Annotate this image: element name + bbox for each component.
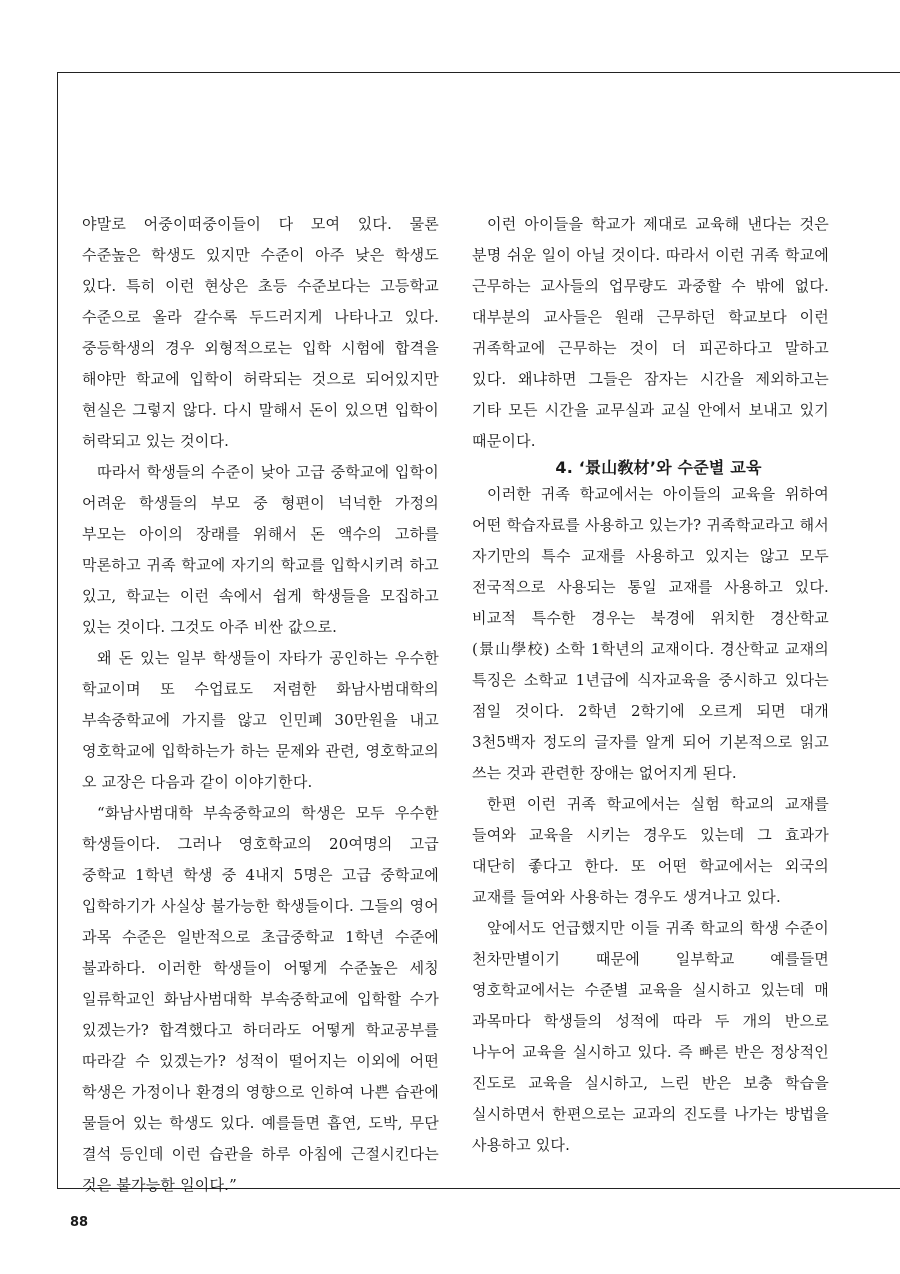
- page-number: 88: [70, 1215, 89, 1230]
- quote-paragraph: “화남사범대학 부속중학교의 학생은 모두 우수한 학생들이다. 그러나 영호학교의 20여명의 고급 중학교 1학년 학생 중 4내지 5명은 고급 중학교에 입학하기가 사실상 불가능한 학생들이다. 그들의 영어 과목 수준은 일반적으로 초급중학교 1학년 수준에 불과하다. 이러한 학생들이 어떻게 수준높은 세칭 일류학교인 화남사범대학 부속중학교에 입학할 수가 있겠는가? 합격했다고 하더라도 어떻게 학교공부를 따라갈 수 있겠는가? 성적이 떨어지는 이외에 어떤 학생은 가정이나 환경의 영향으로 인하여 나쁜 습관에 물들어 있는 학생도 있다. 예를들면 흡연, 도박, 무단 결석 등인데 이런 습관을 하루 아침에 근절시킨다는 것은 불가능한 일이다.”: [82, 804, 439, 1194]
- top-rule: [57, 72, 900, 73]
- right-column: [472, 209, 829, 1161]
- section-heading: 4. ‘景山敎材’와 수준별 교육: [555, 458, 762, 477]
- paragraph: 따라서 학생들의 수준이 낮아 고급 중학교에 입학이 어려운 학생들의 부모 중 형편이 넉넉한 가정의 부모는 아이의 장래를 위해서 돈 액수의 고하를 막론하고 귀족 학교에 자기의 학교를 입학시키려 하고 있고, 학교는 이런 속에서 쉽게 학생들을 모집하고 있는 것이다. 그것도 아주 비싼 값으로.: [82, 463, 439, 636]
- left-column: [82, 209, 439, 1201]
- paragraph: 왜 돈 있는 일부 학생들이 자타가 공인하는 우수한 학교이며 또 수업료도 저렴한 화남사범대학의 부속중학교에 가지를 않고 인민폐 30만원을 내고 영호학교에 입학하는가 하는 문제와 관련, 영호학교의 오 교장은 다음과 같이 이야기한다.: [82, 649, 439, 791]
- paragraph: 이러한 귀족 학교에서는 아이들의 교육을 위하여 어떤 학습자료를 사용하고 있는가? 귀족학교라고 해서 자기만의 특수 교재를 사용하고 있지는 않고 모두 전국적으로 사용되는 통일 교재를 사용하고 있다. 비교적 특수한 경우는 북경에 위치한 경산학교(景山學校) 소학 1학년의 교재이다. 경산학교 교재의 특징은 소학교 1년급에 식자교육을 중시하고 있다는 점일 것이다. 2학년 2학기에 오르게 되면 대개 3천5백자 정도의 글자를 알게 되어 기본적으로 읽고 쓰는 것과 관련한 장애는 없어지게 된다.: [472, 485, 829, 782]
- paragraph: 야말로 어중이떠중이들이 다 모여 있다. 물론 수준높은 학생도 있지만 수준이 아주 낮은 학생도 있다. 특히 이런 현상은 초등 수준보다는 고등학교 수준으로 올라 갈수록 두드러지게 나타나고 있다. 중등학생의 경우 외형적으로는 입학 시험에 합격을 해야만 학교에 입학이 허락되는 것으로 되어있지만 현실은 그렇지 않다. 다시 말해서 돈이 있으면 입학이 허락되고 있는 것이다.: [82, 215, 439, 450]
- paragraph: 앞에서도 언급했지만 이들 귀족 학교의 학생 수준이 천차만별이기 때문에 일부학교 예를들면 영호학교에서는 수준별 교육을 실시하고 있는데 매 과목마다 학생들의 성적에 따라 두 개의 반으로 나누어 교육을 실시하고 있다. 즉 빠른 반은 정상적인 진도로 교육을 실시하고, 느린 반은 보충 학습을 실시하면서 한편으로는 교과의 진도를 나가는 방법을 사용하고 있다.: [472, 919, 829, 1154]
- paragraph: 한편 이런 귀족 학교에서는 실험 학교의 교재를 들여와 교육을 시키는 경우도 있는데 그 효과가 대단히 좋다고 한다. 또 어떤 학교에서는 외국의 교재를 들여와 사용하는 경우도 생겨나고 있다.: [472, 795, 829, 906]
- paragraph: 이런 아이들을 학교가 제대로 교육해 낸다는 것은 분명 쉬운 일이 아닐 것이다. 따라서 이런 귀족 학교에 근무하는 교사들의 업무량도 과중할 수 밖에 없다. 대부분의 교사들은 원래 근무하던 학교보다 이런 귀족학교에 근무하는 것이 더 피곤하다고 말하고 있다. 왜냐하면 그들은 잠자는 시간을 제외하고는 기타 모든 시간을 교무실과 교실 안에서 보내고 있기 때문이다.: [472, 215, 829, 450]
- left-rule: [57, 72, 58, 1188]
